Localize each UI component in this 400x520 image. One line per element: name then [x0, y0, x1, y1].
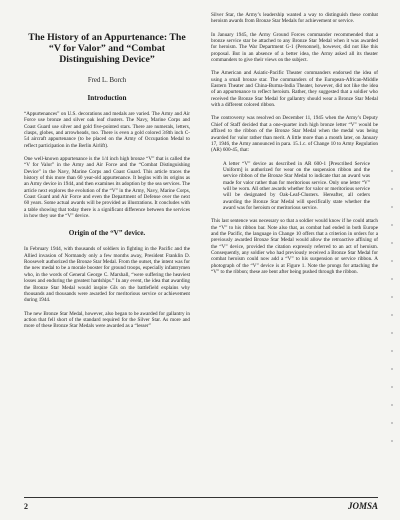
article-title: The History of an Appurtenance: The “V for Valor” and “Combat Distinguishing Device”: [28, 32, 186, 66]
right-paragraph-4: The controversy was resolved on December 11, 1945 when the Army’s Deputy Chief of Staff decided that a one-quarter inch high bronze letter “V” would be affixed to the ribbon of the Bronze Star Medal when the medal was being awarded for valor rather than merit. A little more than a month later, on January 17, 1946, the Army announced in para. 15.1.c. of Change 10 to Army Regulation (AR) 600-45, that:: [211, 115, 378, 154]
intro-paragraph-1: “Appurtenances” on U.S. decorations and medals are varied. The Army and Air Force use bronze and silver oak leaf clusters. The Navy, Marine Corps and Coast Guard use silver and gold five-pointed stars. There are numerals, letters, clasps, globes, and arrowheads, too. There is even a gold colored 3/8th inch C-54 aircraft appurtenance (to be placed on the Army of Occupation Medal to reflect participation in the Berlin Airlift).: [24, 110, 190, 149]
right-paragraph-3: The American and Asiatic-Pacific Theater commanders endorsed the idea of using a small bronze star. The commanders of the European-African-Middle Eastern Theater and China-Burma-India Theater, however, did not like the idea of an appurtenance to reflect heroism. Rather, they suggested that a soldier who received the Bronze Star Medal for gallantry should wear a Bronze Star Medal with a different colored ribbon.: [211, 70, 378, 109]
margin-scan-marks: [388, 170, 396, 470]
origin-paragraph-2: The new Bronze Star Medal, however, also began to be awarded for gallantry in action that fell short of the standard required for the Silver Star. As more and more of these Bronze Star Medals were awarded as a “lesser”: [24, 310, 190, 330]
origin-heading: Origin of the “V” device.: [68, 229, 146, 238]
right-paragraph-5: This last sentence was necessary so that a soldier would know if he could attach the “V” to his ribbon bar. Note also that, as combat had ended in both Europe and the Pacific, the language in Change 10 offers that a criterion in orders for a previously awarded Bronze Star Medal would allow the retroactive affixing of the “V” device, provided the citation expressly referred to an act of heroism. Consequently, any soldier who had previously received a Bronze Star Medal for combat heroism could now add a “V” to his suspension or service ribbon. A photograph of the “V” device is at Figure 1. Note the prongs for attaching the “V” to the ribbon; these are bent after being pushed through the ribbon.: [211, 218, 378, 276]
column-gutter: [200, 14, 201, 492]
page-number: 2: [24, 502, 28, 511]
introduction-heading: Introduction: [87, 93, 127, 102]
article-author: Fred L. Borch: [87, 76, 127, 84]
regulation-quote: A letter “V” device as described in AR 600-1 [Prescribed Service Uniform] is authorized for wear on the suspension ribbon and the service ribbon of the Bronze Star Medal to indicate that an award was made for valor rather than for meritorious service. Only one letter “V” will be worn. All other awards whether for valor or meritorious service will be designated by Oak-Leaf-Clusters. Hereafter, all orders awarding the Bronze Star Medal will specifically state whether the award was for heroism or meritorious service.: [223, 160, 370, 211]
journal-name: JOMSA: [347, 501, 378, 511]
right-column: [211, 12, 378, 282]
right-paragraph-1: Silver Star, the Army’s leadership wanted a way to distinguish these combat heroism awards from Bronze Star Medals for achievement or service.: [211, 12, 378, 25]
intro-paragraph-2: One well-known appurtenance is the 1/4 inch high bronze “V” that is called the “V for Valor” in the Army and Air Force and the “Combat Distinguishing Device” in the Navy, Marine Corps and Coast Guard. This article traces the history of this more than 60 year-old appurtenance. It begins with its origins as an Army device in 1944, and then examines its adoption by the sea services. The article next explores the evolution of the “V” in the Army, Navy, Marine Corps, Coast Guard and Air Force and even the Department of Defense over the next 60 years. Some actual awards will be provided as illustrations. It concludes with a table showing that today there is a significant difference between the services in how they use the “V” device.: [24, 156, 190, 220]
origin-paragraph-1: In February 1944, with thousands of soldiers in fighting in the Pacific and the Allied invasion of Normandy only a few months away, President Franklin D. Roosevelt authorized the Bronze Star Medal. From the outset, the intent was for the new medal to be a morale booster for ground troops, especially infantrymen who, in the words of General George C. Marshall, “were suffering the heaviest losses and enduring the greatest hardships.” In any event, the idea that awarding the Bronze Star Medal would inspire GIs on the battlefield explains why thousands and thousands were awarded for meritorious service or achievement during 1944.: [24, 246, 190, 304]
footer-rule: [24, 497, 378, 498]
right-paragraph-2: In January 1945, the Army Ground Forces commander recommended that a bronze service star be attached to any Bronze Star Medal when it was awarded for heroism. The War Department G-1 (Personnel), however, did not like this proposal. But in an absence of a better idea, the Army asked all its theater commanders to give their views on the subject.: [211, 31, 378, 64]
left-column: [24, 12, 190, 337]
